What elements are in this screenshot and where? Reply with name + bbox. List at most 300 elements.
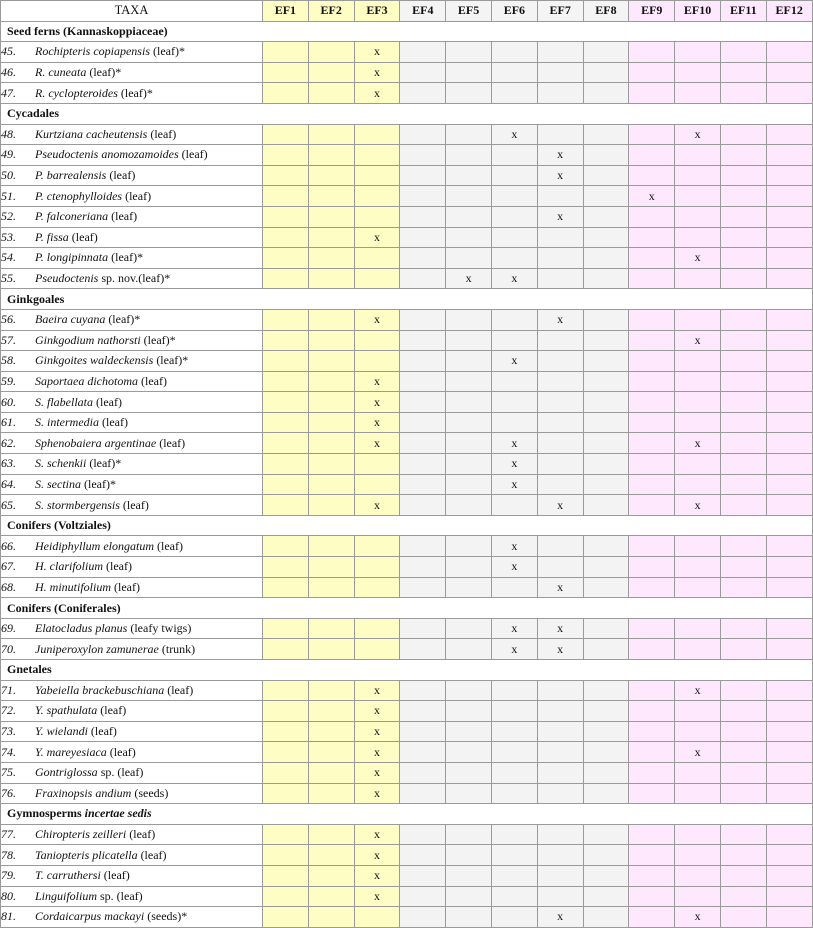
occurrence-cell-ef5 [446,865,492,886]
occurrence-cell-ef2 [308,392,354,413]
occurrence-cell-ef9 [629,248,675,269]
taxon-name: Rochipteris copiapensis [35,44,150,59]
occurrence-cell-ef7: x [537,309,583,330]
occurrence-cell-ef8 [583,124,629,145]
occurrence-cell-ef10: x [675,742,721,763]
occurrence-cell-ef4 [400,454,446,475]
occurrence-cell-ef10 [675,577,721,598]
taxon-name: P. barrealensis [35,168,107,183]
occurrence-cell-ef12 [766,907,812,928]
taxon-cell [1,495,263,516]
taxon-cell [1,227,263,248]
occurrence-cell-ef9 [629,330,675,351]
taxon-organ: (seeds) [131,785,169,800]
occurrence-cell-ef2 [308,783,354,804]
occurrence-cell-ef9 [629,309,675,330]
taxon-organ: (leaf) [108,209,138,224]
occurrence-cell-ef12 [766,557,812,578]
taxon-number: 78. [1,847,16,862]
taxon-name: Elatocladus planus [35,621,128,636]
occurrence-cell-ef11 [720,371,766,392]
occurrence-cell-ef3 [354,206,400,227]
occurrence-cell-ef11 [720,536,766,557]
occurrence-cell-ef10 [675,309,721,330]
occurrence-cell-ef4 [400,845,446,866]
occurrence-cell-ef6 [491,412,537,433]
occurrence-cell-ef1 [263,454,309,475]
occurrence-cell-ef8 [583,474,629,495]
occurrence-cell-ef2 [308,557,354,578]
occurrence-cell-ef4 [400,186,446,207]
occurrence-cell-ef6 [491,886,537,907]
occurrence-cell-ef7: x [537,165,583,186]
occurrence-cell-ef3: x [354,495,400,516]
occurrence-cell-ef3 [354,536,400,557]
occurrence-cell-ef6 [491,721,537,742]
occurrence-cell-ef9 [629,165,675,186]
taxon-name: Y. wielandi [35,724,88,739]
table-row [1,412,813,433]
taxon-cell [1,577,263,598]
occurrence-cell-ef4 [400,371,446,392]
occurrence-cell-ef7 [537,42,583,63]
occurrence-cell-ef11 [720,392,766,413]
occurrence-cell-ef10: x [675,124,721,145]
group-name: Ginkgoales [7,291,65,306]
occurrence-cell-ef10: x [675,248,721,269]
occurrence-cell-ef7 [537,474,583,495]
taxon-name: Gontriglossa [35,765,98,780]
occurrence-cell-ef4 [400,824,446,845]
occurrence-cell-ef2 [308,206,354,227]
taxon-name: Baeira cuyana [35,312,106,327]
taxon-cell [1,886,263,907]
taxon-cell [1,721,263,742]
occurrence-cell-ef12 [766,145,812,166]
occurrence-cell-ef4 [400,248,446,269]
occurrence-cell-ef5 [446,392,492,413]
taxon-cell [1,454,263,475]
occurrence-cell-ef11 [720,557,766,578]
occurrence-cell-ef4 [400,577,446,598]
occurrence-cell-ef12 [766,268,812,289]
occurrence-cell-ef5 [446,186,492,207]
occurrence-cell-ef6: x [491,351,537,372]
table-row [1,227,813,248]
occurrence-cell-ef5 [446,474,492,495]
group-title [1,598,813,619]
taxon-name: H. clarifolium [35,559,103,574]
occurrence-cell-ef5 [446,124,492,145]
occurrence-cell-ef6 [491,83,537,104]
taxon-name: S. flabellata [35,394,93,409]
occurrence-cell-ef12 [766,330,812,351]
occurrence-cell-ef9 [629,371,675,392]
taxon-number: 65. [1,497,16,512]
occurrence-cell-ef2 [308,618,354,639]
occurrence-cell-ef9 [629,392,675,413]
taxon-name: T. carruthersi [35,868,101,883]
table-row [1,371,813,392]
taxon-organ: (leaf) [138,373,167,388]
occurrence-cell-ef3 [354,248,400,269]
occurrence-cell-ef6 [491,42,537,63]
occurrence-cell-ef5 [446,495,492,516]
occurrence-cell-ef6 [491,762,537,783]
occurrence-cell-ef6 [491,824,537,845]
occurrence-cell-ef5 [446,62,492,83]
occurrence-cell-ef10 [675,701,721,722]
occurrence-cell-ef7 [537,701,583,722]
occurrence-cell-ef5 [446,845,492,866]
occurrence-cell-ef10 [675,371,721,392]
column-header-ef4: EF4 [400,1,446,22]
taxon-organ: (leaf) [137,847,167,862]
occurrence-cell-ef8 [583,145,629,166]
occurrence-cell-ef4 [400,433,446,454]
occurrence-cell-ef6 [491,783,537,804]
occurrence-cell-ef4 [400,392,446,413]
occurrence-cell-ef8 [583,845,629,866]
occurrence-cell-ef3: x [354,433,400,454]
occurrence-cell-ef2 [308,42,354,63]
taxon-name: S. sectina [35,476,81,491]
taxon-organ: (leaf) [153,538,183,553]
table-row [1,454,813,475]
taxon-cell [1,62,263,83]
group-name: Seed ferns (Kannaskoppiaceae) [7,23,168,38]
occurrence-cell-ef3 [354,639,400,660]
taxon-organ: (seeds)* [144,909,188,924]
occurrence-cell-ef6 [491,907,537,928]
occurrence-cell-ef1 [263,536,309,557]
occurrence-cell-ef12 [766,639,812,660]
column-header-ef10: EF10 [675,1,721,22]
taxon-name: Y. spathulata [35,703,98,718]
occurrence-cell-ef11 [720,351,766,372]
occurrence-cell-ef4 [400,680,446,701]
occurrence-cell-ef1 [263,83,309,104]
occurrence-cell-ef3 [354,454,400,475]
table-header [1,1,813,22]
occurrence-cell-ef5 [446,351,492,372]
occurrence-cell-ef6: x [491,474,537,495]
occurrence-cell-ef9 [629,721,675,742]
occurrence-cell-ef5 [446,762,492,783]
table-row [1,145,813,166]
table-body [1,21,813,927]
occurrence-cell-ef2 [308,865,354,886]
group-row [1,598,813,619]
occurrence-cell-ef3 [354,618,400,639]
taxon-number: 70. [1,641,16,656]
occurrence-cell-ef10 [675,783,721,804]
occurrence-cell-ef9 [629,762,675,783]
occurrence-cell-ef3: x [354,680,400,701]
occurrence-cell-ef8 [583,433,629,454]
occurrence-cell-ef11 [720,309,766,330]
occurrence-cell-ef8 [583,762,629,783]
occurrence-cell-ef6: x [491,268,537,289]
occurrence-cell-ef7 [537,721,583,742]
taxon-number: 67. [1,559,16,574]
taxon-organ: (leaf)* [108,250,144,265]
occurrence-cell-ef12 [766,762,812,783]
taxon-number: 68. [1,579,16,594]
occurrence-cell-ef11 [720,248,766,269]
occurrence-cell-ef11 [720,412,766,433]
occurrence-cell-ef8 [583,227,629,248]
occurrence-cell-ef9 [629,433,675,454]
taxon-organ: (leaf)* [86,456,122,471]
table-row [1,824,813,845]
taxon-cell [1,680,263,701]
taxon-name: H. minutifolium [35,579,112,594]
occurrence-cell-ef1 [263,186,309,207]
occurrence-cell-ef7: x [537,639,583,660]
occurrence-cell-ef5 [446,557,492,578]
occurrence-cell-ef3: x [354,742,400,763]
table-row [1,701,813,722]
occurrence-cell-ef9 [629,536,675,557]
occurrence-cell-ef4 [400,412,446,433]
occurrence-cell-ef9 [629,42,675,63]
occurrence-cell-ef6 [491,845,537,866]
occurrence-cell-ef10 [675,83,721,104]
column-header-ef2: EF2 [308,1,354,22]
occurrence-cell-ef7 [537,865,583,886]
occurrence-cell-ef5 [446,433,492,454]
occurrence-cell-ef5 [446,330,492,351]
occurrence-cell-ef4 [400,907,446,928]
taxon-organ: (leaf) [147,126,177,141]
occurrence-cell-ef1 [263,474,309,495]
occurrence-cell-ef6 [491,495,537,516]
taxon-organ: (leaf) [68,229,98,244]
occurrence-cell-ef6 [491,865,537,886]
occurrence-cell-ef8 [583,309,629,330]
occurrence-cell-ef9 [629,351,675,372]
taxon-number: 52. [1,209,16,224]
column-header-ef9: EF9 [629,1,675,22]
occurrence-cell-ef1 [263,124,309,145]
occurrence-cell-ef10 [675,886,721,907]
occurrence-cell-ef4 [400,618,446,639]
occurrence-cell-ef11 [720,145,766,166]
taxon-name: Y. mareyesiaca [35,744,107,759]
occurrence-cell-ef12 [766,721,812,742]
group-title [1,103,813,124]
taxon-number: 45. [1,44,16,59]
occurrence-cell-ef8 [583,62,629,83]
group-name: Cycadales [7,106,59,121]
occurrence-cell-ef8 [583,721,629,742]
occurrence-cell-ef12 [766,62,812,83]
occurrence-cell-ef4 [400,474,446,495]
occurrence-cell-ef3: x [354,83,400,104]
occurrence-cell-ef9 [629,495,675,516]
occurrence-cell-ef2 [308,186,354,207]
taxon-number: 46. [1,65,16,80]
occurrence-cell-ef8 [583,495,629,516]
table-row [1,124,813,145]
occurrence-cell-ef12 [766,474,812,495]
occurrence-cell-ef12 [766,186,812,207]
occurrence-cell-ef8 [583,83,629,104]
occurrence-cell-ef11 [720,474,766,495]
taxon-number: 77. [1,827,16,842]
taxon-organ: (leaf) [99,415,128,430]
occurrence-cell-ef11 [720,742,766,763]
taxon-organ: (leaf) [93,394,122,409]
taxon-cell [1,268,263,289]
taxon-cell [1,433,263,454]
occurrence-cell-ef12 [766,495,812,516]
occurrence-cell-ef6 [491,371,537,392]
occurrence-cell-ef6: x [491,433,537,454]
occurrence-cell-ef4 [400,83,446,104]
occurrence-cell-ef3: x [354,721,400,742]
taxon-cell [1,186,263,207]
occurrence-cell-ef11 [720,83,766,104]
occurrence-cell-ef4 [400,268,446,289]
group-title [1,289,813,310]
occurrence-cell-ef4 [400,165,446,186]
occurrence-cell-ef10 [675,206,721,227]
table-row [1,42,813,63]
occurrence-cell-ef3: x [354,309,400,330]
occurrence-cell-ef10 [675,721,721,742]
taxon-organ: (leaf) [126,827,156,842]
taxon-cell [1,145,263,166]
taxon-organ: (leaf)* [140,332,176,347]
occurrence-cell-ef7 [537,762,583,783]
occurrence-cell-ef11 [720,186,766,207]
taxon-name: Juniperoxylon zamunerae [35,641,159,656]
occurrence-cell-ef8 [583,865,629,886]
occurrence-cell-ef4 [400,701,446,722]
taxon-name: Ginkgoites waldeckensis [35,353,154,368]
occurrence-cell-ef8 [583,557,629,578]
occurrence-cell-ef8 [583,206,629,227]
occurrence-cell-ef9 [629,227,675,248]
occurrence-cell-ef7 [537,824,583,845]
taxon-cell [1,762,263,783]
occurrence-cell-ef1 [263,227,309,248]
occurrence-cell-ef8 [583,454,629,475]
occurrence-cell-ef3 [354,577,400,598]
occurrence-cell-ef8 [583,886,629,907]
occurrence-cell-ef11 [720,762,766,783]
occurrence-cell-ef9 [629,701,675,722]
occurrence-cell-ef10 [675,845,721,866]
occurrence-cell-ef2 [308,701,354,722]
occurrence-cell-ef8 [583,42,629,63]
taxon-organ: (leaf) [111,579,140,594]
occurrence-cell-ef5 [446,639,492,660]
occurrence-cell-ef10 [675,536,721,557]
taxon-number: 54. [1,250,16,265]
occurrence-cell-ef7: x [537,907,583,928]
occurrence-cell-ef5 [446,206,492,227]
group-name: Conifers (Voltziales) [7,518,111,533]
taxon-number: 53. [1,229,16,244]
occurrence-cell-ef9 [629,907,675,928]
occurrence-cell-ef11 [720,907,766,928]
occurrence-cell-ef1 [263,639,309,660]
occurrence-cell-ef3: x [354,824,400,845]
occurrence-cell-ef11 [720,206,766,227]
occurrence-cell-ef3: x [354,886,400,907]
occurrence-cell-ef6 [491,248,537,269]
occurrence-cell-ef11 [720,577,766,598]
column-header-ef5: EF5 [446,1,492,22]
occurrence-cell-ef1 [263,330,309,351]
occurrence-cell-ef3 [354,268,400,289]
occurrence-cell-ef8 [583,618,629,639]
taxon-organ: (leaf) [164,682,194,697]
occurrence-cell-ef2 [308,474,354,495]
occurrence-cell-ef12 [766,165,812,186]
taxon-cell [1,557,263,578]
taxon-name: Linguifolium [35,888,98,903]
occurrence-cell-ef10: x [675,495,721,516]
taxon-cell [1,618,263,639]
occurrence-cell-ef4 [400,783,446,804]
occurrence-cell-ef11 [720,330,766,351]
taxon-cell [1,783,263,804]
occurrence-cell-ef9: x [629,186,675,207]
occurrence-cell-ef11 [720,845,766,866]
occurrence-cell-ef4 [400,495,446,516]
occurrence-cell-ef7: x [537,618,583,639]
occurrence-cell-ef4 [400,330,446,351]
taxon-number: 79. [1,868,16,883]
taxon-name: Yabeiella brackebuschiana [35,682,165,697]
occurrence-cell-ef10 [675,412,721,433]
occurrence-cell-ef2 [308,330,354,351]
table-row [1,742,813,763]
occurrence-cell-ef1 [263,701,309,722]
occurrence-cell-ef12 [766,701,812,722]
taxon-number: 60. [1,394,16,409]
taxon-number: 80. [1,888,16,903]
occurrence-cell-ef6 [491,186,537,207]
occurrence-cell-ef10 [675,186,721,207]
taxon-cell [1,371,263,392]
taxon-organ: (leaf)* [81,476,116,491]
occurrence-cell-ef12 [766,392,812,413]
occurrence-cell-ef11 [720,865,766,886]
taxon-number: 75. [1,765,16,780]
taxon-name: Sphenobaiera argentinae [35,435,157,450]
occurrence-cell-ef8 [583,165,629,186]
occurrence-cell-ef12 [766,845,812,866]
taxon-cell [1,865,263,886]
table-row [1,886,813,907]
taxon-number: 59. [1,373,16,388]
occurrence-cell-ef12 [766,309,812,330]
occurrence-cell-ef2 [308,536,354,557]
occurrence-cell-ef4 [400,227,446,248]
occurrence-cell-ef7: x [537,495,583,516]
occurrence-cell-ef3 [354,351,400,372]
occurrence-cell-ef4 [400,886,446,907]
occurrence-cell-ef6 [491,680,537,701]
occurrence-cell-ef11 [720,227,766,248]
occurrence-cell-ef6 [491,165,537,186]
occurrence-cell-ef5 [446,907,492,928]
